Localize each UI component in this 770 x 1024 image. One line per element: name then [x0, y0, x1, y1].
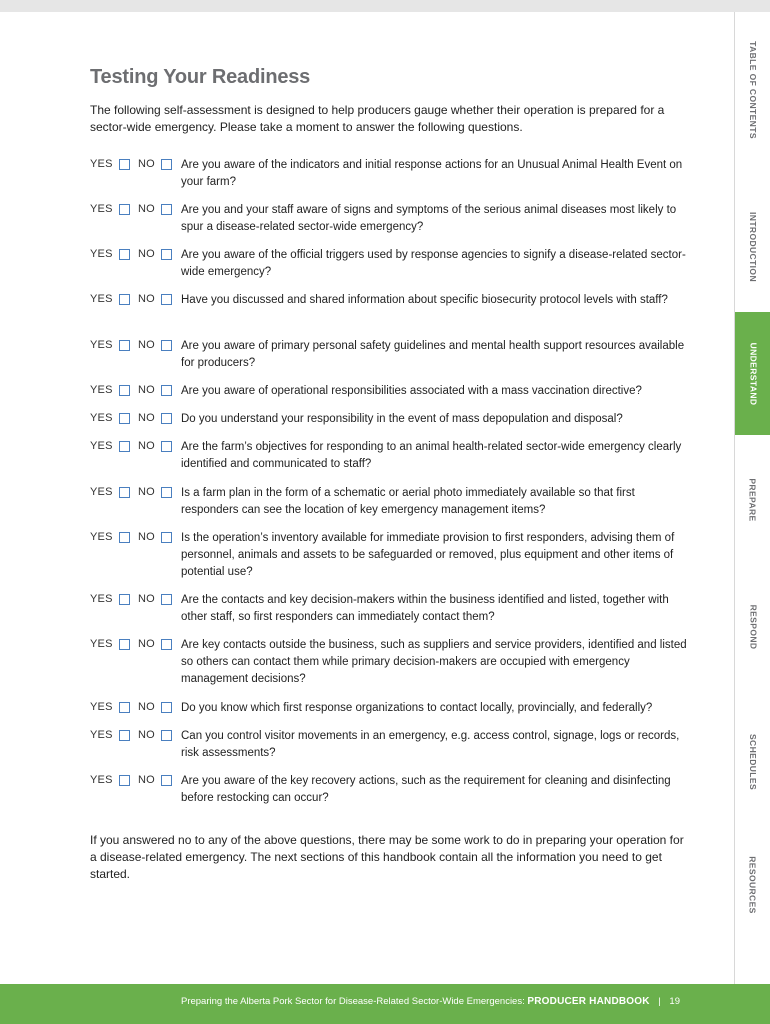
yes-label: YES: [90, 248, 113, 260]
question-text: Are you aware of the official triggers used by response agencies to signify a disease-related sector-wide emergency?: [181, 249, 686, 278]
question-row: [90, 773, 730, 813]
intro-paragraph: The following self-assessment is designed to help producers gauge whether their operation is prepared for a sector-wide emergency. Please take a moment to answer the following questions.: [90, 103, 665, 134]
no-option[interactable]: [138, 439, 172, 453]
yes-label: YES: [90, 593, 113, 605]
yes-option[interactable]: [90, 530, 130, 544]
yes-option[interactable]: [90, 700, 130, 714]
footer-handbook-title: Preparing the Alberta Pork Sector for Disease-Related Sector-Wide Emergencies:: [180, 996, 525, 1007]
question-row: [90, 247, 730, 287]
yes-checkbox[interactable]: [119, 702, 130, 713]
no-label: NO: [138, 638, 155, 650]
no-label: NO: [138, 701, 155, 713]
question-row: [90, 728, 730, 768]
question-text: Is a farm plan in the form of a schematic or aerial photo immediately available so that first responders can see the location of key emergency management items?: [181, 487, 635, 516]
no-option[interactable]: [138, 728, 172, 742]
question-row: [90, 202, 730, 242]
no-checkbox[interactable]: [161, 340, 172, 351]
yes-checkbox[interactable]: [119, 294, 130, 305]
yes-option[interactable]: [90, 485, 130, 499]
yes-option[interactable]: [90, 157, 130, 171]
no-checkbox[interactable]: [161, 594, 172, 605]
outro-paragraph: If you answered no to any of the above questions, there may be some work to do in preparing your operation for a disease-related emergency. The next sections of this handbook contain all the information you need to get started.: [90, 833, 684, 881]
question-text: Have you discussed and shared information about specific biosecurity protocol levels with staff?: [181, 294, 668, 306]
yes-option[interactable]: [90, 383, 130, 397]
footer-bar: [0, 984, 770, 1024]
yes-option[interactable]: [90, 292, 130, 306]
yes-label: YES: [90, 384, 113, 396]
yes-checkbox[interactable]: [119, 413, 130, 424]
question-row: [90, 439, 730, 479]
no-option[interactable]: [138, 383, 172, 397]
yes-option[interactable]: [90, 247, 130, 261]
no-checkbox[interactable]: [161, 702, 172, 713]
no-checkbox[interactable]: [161, 487, 172, 498]
no-option[interactable]: [138, 773, 172, 787]
no-option[interactable]: [138, 592, 172, 606]
no-option[interactable]: [138, 530, 172, 544]
yes-label: YES: [90, 339, 113, 351]
question-text: Are you aware of primary personal safety guidelines and mental health support resources available for producers?: [181, 340, 685, 369]
no-option[interactable]: [138, 637, 172, 651]
no-label: NO: [138, 774, 155, 786]
page-number: 19: [669, 996, 680, 1007]
no-option[interactable]: [138, 292, 172, 306]
no-label: NO: [138, 729, 155, 741]
yes-checkbox[interactable]: [119, 385, 130, 396]
yes-checkbox[interactable]: [119, 340, 130, 351]
no-checkbox[interactable]: [161, 639, 172, 650]
no-checkbox[interactable]: [161, 294, 172, 305]
yes-checkbox[interactable]: [119, 594, 130, 605]
yes-checkbox[interactable]: [119, 487, 130, 498]
question-row: [90, 530, 730, 578]
question-text: Are you aware of operational responsibilities associated with a mass vaccination directive?: [181, 385, 642, 397]
yes-option[interactable]: [90, 637, 130, 651]
yes-checkbox[interactable]: [119, 775, 130, 786]
no-option[interactable]: [138, 202, 172, 216]
no-checkbox[interactable]: [161, 159, 172, 170]
no-option[interactable]: [138, 700, 172, 714]
no-option[interactable]: [138, 157, 172, 171]
no-checkbox[interactable]: [161, 413, 172, 424]
page-title: Testing Your Readiness: [90, 66, 311, 88]
question-text: Do you understand your responsibility in the event of mass depopulation and disposal?: [181, 413, 623, 425]
question-text: Are you aware of the key recovery actions, such as the requirement for cleaning and disinfecting before restocking can occur?: [181, 775, 671, 804]
no-checkbox[interactable]: [161, 532, 172, 543]
yes-checkbox[interactable]: [119, 730, 130, 741]
yes-checkbox[interactable]: [119, 204, 130, 215]
no-checkbox[interactable]: [161, 385, 172, 396]
no-checkbox[interactable]: [161, 204, 172, 215]
tab-understand[interactable]: UNDERSTAND: [735, 312, 770, 435]
yes-option[interactable]: [90, 338, 130, 352]
tab-table-of-contents[interactable]: TABLE OF CONTENTS: [748, 40, 758, 139]
question-text: Are you and your staff aware of signs and symptoms of the serious animal diseases most likely to spur a disease-related sector-wide emergency?: [181, 204, 677, 233]
question-text: Are you aware of the indicators and initial response actions for an Unusual Animal Health Event on your farm?: [181, 159, 683, 188]
no-label: NO: [138, 384, 155, 396]
yes-label: YES: [90, 203, 113, 215]
tab-respond[interactable]: RESPOND: [748, 604, 758, 650]
no-label: NO: [138, 339, 155, 351]
yes-option[interactable]: [90, 439, 130, 453]
no-label: NO: [138, 486, 155, 498]
question-row: [90, 637, 730, 685]
no-option[interactable]: [138, 411, 172, 425]
yes-checkbox[interactable]: [119, 159, 130, 170]
question-text: Are the farm’s objectives for responding to an animal health-related sector-wide emergency clearly identified and communicated to staff?: [181, 441, 682, 470]
question-row: [90, 592, 730, 632]
yes-label: YES: [90, 486, 113, 498]
top-bar: [0, 0, 770, 12]
question-text: Are the contacts and key decision-makers within the business identified and listed, together with other staff, so first responders can immediately contact them?: [181, 594, 669, 623]
tab-resources[interactable]: RESOURCES: [748, 855, 759, 914]
footer-text: [181, 996, 680, 1007]
footer-separator: |: [658, 996, 661, 1007]
yes-label: YES: [90, 440, 113, 452]
question-row: [90, 157, 730, 197]
section-sidebar: [734, 12, 770, 984]
yes-label: YES: [90, 774, 113, 786]
yes-label: YES: [90, 729, 113, 741]
tab-introduction[interactable]: INTRODUCTION: [748, 212, 758, 282]
question-text: Are key contacts outside the business, such as suppliers and service providers, identified and listed so others can contact them while primary decision-makers are occupied with emergency management decisions?: [181, 639, 687, 685]
question-text: Is the operation’s inventory available for immediate provision to first responders, advising them of personnel, animals and assets to be safeguarded or removed, plus equipment and other items of potential use?: [181, 532, 675, 578]
yes-label: YES: [90, 701, 113, 713]
no-checkbox[interactable]: [161, 730, 172, 741]
no-option[interactable]: [138, 247, 172, 261]
no-label: NO: [138, 248, 155, 260]
yes-option[interactable]: [90, 411, 130, 425]
question-row: [90, 292, 730, 332]
no-label: NO: [138, 593, 155, 605]
tab-schedules[interactable]: SCHEDULES: [748, 733, 758, 791]
no-label: NO: [138, 531, 155, 543]
no-label: NO: [138, 293, 155, 305]
question-text: Do you know which first response organizations to contact locally, provincially, and federally?: [181, 702, 653, 714]
question-text: Can you control visitor movements in an emergency, e.g. access control, signage, logs or records, risk assessments?: [181, 730, 680, 759]
yes-label: YES: [90, 638, 113, 650]
no-label: NO: [138, 440, 155, 452]
yes-label: YES: [90, 293, 113, 305]
yes-label: YES: [90, 158, 113, 170]
yes-label: YES: [90, 531, 113, 543]
yes-option[interactable]: [90, 773, 130, 787]
no-checkbox[interactable]: [161, 775, 172, 786]
yes-checkbox[interactable]: [119, 639, 130, 650]
question-row: [90, 338, 730, 378]
yes-label: YES: [90, 412, 113, 424]
no-label: NO: [138, 158, 155, 170]
tab-prepare[interactable]: PREPARE: [748, 477, 759, 522]
yes-option[interactable]: [90, 728, 130, 742]
no-checkbox[interactable]: [161, 441, 172, 452]
no-label: NO: [138, 412, 155, 424]
footer-handbook-label: PRODUCER HANDBOOK: [527, 996, 650, 1007]
no-option[interactable]: [138, 485, 172, 499]
yes-option[interactable]: [90, 592, 130, 606]
no-checkbox[interactable]: [161, 249, 172, 260]
question-row: [90, 485, 730, 525]
yes-checkbox[interactable]: [119, 532, 130, 543]
yes-checkbox[interactable]: [119, 441, 130, 452]
no-label: NO: [138, 203, 155, 215]
yes-option[interactable]: [90, 202, 130, 216]
no-option[interactable]: [138, 338, 172, 352]
yes-checkbox[interactable]: [119, 249, 130, 260]
